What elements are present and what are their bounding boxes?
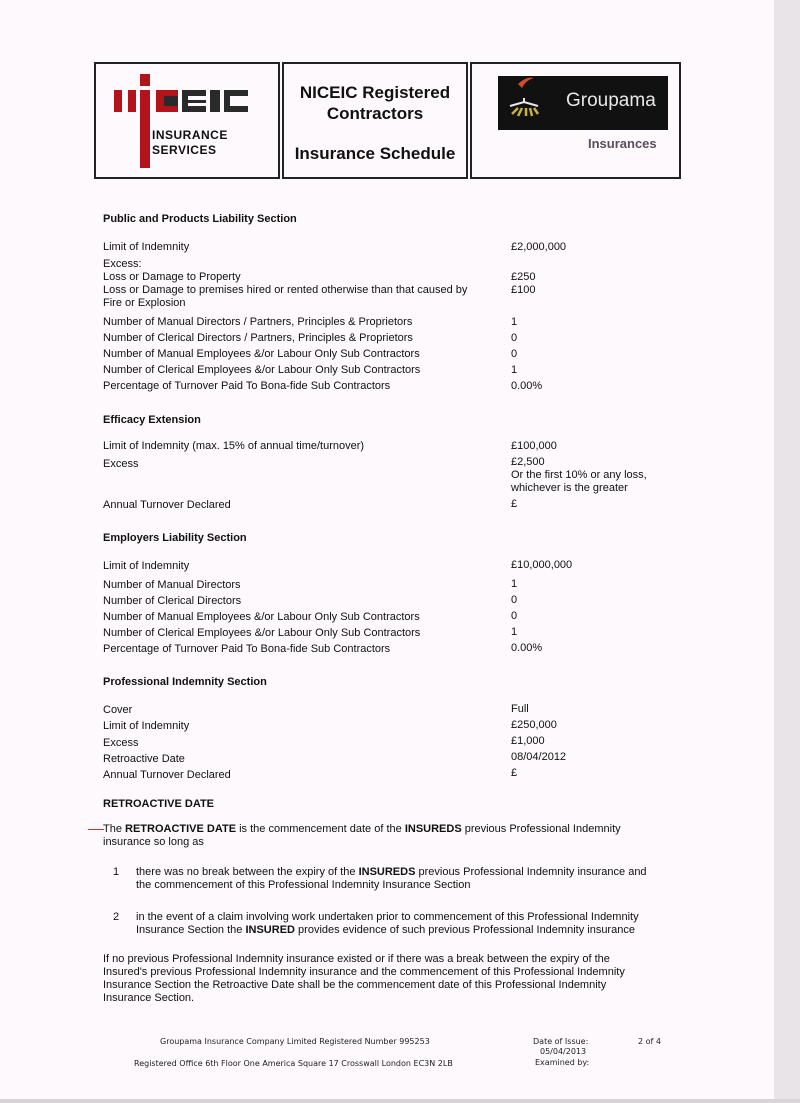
- public-limit-value: £2,000,000: [511, 241, 567, 253]
- page-bottom-shadow: [0, 1099, 800, 1103]
- list-item-cont: Insurance Section the INSURED provides evidence of such previous Professional Indemnity insurance: [136, 924, 635, 936]
- table-row-value: 0: [511, 332, 518, 344]
- efficacy-excess-note: Or the first 10% or any loss,: [511, 469, 647, 481]
- efficacy-limit-value: £100,000: [511, 440, 557, 452]
- list-item-cont: the commencement of this Professional Indemnity Insurance Section: [136, 879, 471, 891]
- table-row: Number of Clerical Employees &/or Labour Only Sub Contractors: [103, 627, 421, 639]
- footer-page-number: 2 of 4: [638, 1037, 661, 1046]
- retroactive-intro-cont: insurance so long as: [103, 836, 204, 848]
- section-heading-public-liability: Public and Products Liability Section: [103, 213, 297, 225]
- table-row-value: 08/04/2012: [511, 751, 567, 763]
- list-item-number: 1: [113, 866, 120, 878]
- loss-property-value: £250: [511, 271, 536, 283]
- employers-limit-value: £10,000,000: [511, 559, 573, 571]
- efficacy-turnover-label: Annual Turnover Declared: [103, 499, 231, 511]
- table-row: Number of Manual Directors / Partners, Principles & Proprietors: [103, 316, 413, 328]
- table-row-value: 1: [511, 626, 518, 638]
- table-row-value: 0.00%: [511, 380, 543, 392]
- margin-mark: [88, 829, 104, 830]
- list-item: there was no break between the expiry of the INSUREDS previous Professional Indemnity insurance and: [136, 866, 647, 878]
- footer-date-label: Date of Issue:: [533, 1037, 589, 1046]
- table-row: Number of Clerical Directors / Partners, Principles & Proprietors: [103, 332, 413, 344]
- section-heading-retroactive: RETROACTIVE DATE: [103, 798, 215, 810]
- employers-limit-label: Limit of Indemnity: [103, 560, 190, 572]
- page-edge-shadow: [774, 0, 800, 1103]
- niceic-logo-box: [94, 62, 280, 179]
- list-item-number: 2: [113, 911, 120, 923]
- retroactive-intro: The RETROACTIVE DATE is the commencement date of the INSUREDS previous Professional Indemnity: [103, 823, 621, 835]
- closing-paragraph-line: Insurance Section.: [103, 992, 195, 1004]
- footer-company: Groupama Insurance Company Limited Registered Number 995253: [160, 1037, 430, 1046]
- public-excess-label: Excess:: [103, 258, 142, 270]
- closing-paragraph-line: If no previous Professional Indemnity insurance existed or if there was a break between the expiry of the: [103, 953, 610, 965]
- loss-property-label: Loss or Damage to Property: [103, 271, 241, 283]
- table-row: Retroactive Date: [103, 753, 185, 765]
- table-row: Percentage of Turnover Paid To Bona-fide Sub Contractors: [103, 380, 391, 392]
- table-row: Annual Turnover Declared: [103, 769, 231, 781]
- efficacy-excess-label: Excess: [103, 458, 139, 470]
- section-heading-efficacy: Efficacy Extension: [103, 414, 201, 426]
- table-row-value: 1: [511, 364, 518, 376]
- public-limit-label: Limit of Indemnity: [103, 241, 190, 253]
- table-row-value: 1: [511, 578, 518, 590]
- table-row: Limit of Indemnity: [103, 720, 190, 732]
- section-heading-professional: Professional Indemnity Section: [103, 676, 267, 688]
- efficacy-turnover-value: £: [511, 498, 518, 510]
- efficacy-limit-label: Limit of Indemnity (max. 15% of annual time/turnover): [103, 440, 365, 452]
- table-row-value: 0: [511, 348, 518, 360]
- table-row: Percentage of Turnover Paid To Bona-fide Sub Contractors: [103, 643, 391, 655]
- footer-office: Registered Office 6th Floor One America Square 17 Crosswall London EC3N 2LB: [134, 1059, 453, 1068]
- table-row: Number of Manual Employees &/or Labour Only Sub Contractors: [103, 611, 420, 623]
- table-row: Excess: [103, 737, 139, 749]
- table-row: Number of Manual Employees &/or Labour Only Sub Contractors: [103, 348, 420, 360]
- table-row-value: Full: [511, 703, 529, 715]
- niceic-logo-text: INSURANCE SERVICES: [152, 128, 228, 157]
- table-row: Number of Clerical Employees &/or Labour Only Sub Contractors: [103, 364, 421, 376]
- loss-premises-label: Loss or Damage to premises hired or rented otherwise than that caused by: [103, 284, 468, 296]
- groupama-emblem-icon: [504, 76, 544, 130]
- loss-premises-value: £100: [511, 284, 536, 296]
- closing-paragraph-line: Insured's previous Professional Indemnity insurance and the commencement of this Professional Indemnity: [103, 966, 625, 978]
- schedule-title: Insurance Schedule: [294, 144, 456, 163]
- groupama-logo: [498, 76, 668, 130]
- page-title: NICEIC Registered Contractors: [299, 83, 451, 123]
- table-row-value: 0: [511, 610, 518, 622]
- groupama-logo-box: [470, 62, 681, 179]
- loss-premises-label-cont: Fire or Explosion: [103, 297, 186, 309]
- groupama-name: Groupama: [566, 90, 656, 111]
- groupama-subtitle: Insurances: [588, 136, 657, 151]
- table-row-value: 0.00%: [511, 642, 543, 654]
- table-row: Number of Clerical Directors: [103, 595, 242, 607]
- schedule-header: [94, 62, 681, 183]
- efficacy-excess-value: £2,500: [511, 456, 545, 468]
- table-row-value: £250,000: [511, 719, 557, 731]
- table-row-value: 1: [511, 316, 518, 328]
- table-row-value: £: [511, 767, 518, 779]
- efficacy-excess-note-cont: whichever is the greater: [511, 482, 628, 494]
- section-heading-employers: Employers Liability Section: [103, 532, 247, 544]
- footer-examined: Examined by:: [535, 1058, 590, 1067]
- list-item: in the event of a claim involving work undertaken prior to commencement of this Professional Indemnity: [136, 911, 639, 923]
- table-row: Cover: [103, 704, 133, 716]
- closing-paragraph-line: Insurance Section the Retroactive Date shall be the commencement date of this Professional Indemnity: [103, 979, 607, 991]
- footer-date-value: 05/04/2013: [540, 1047, 587, 1056]
- table-row-value: £1,000: [511, 735, 545, 747]
- title-box: [282, 62, 468, 179]
- table-row-value: 0: [511, 594, 518, 606]
- table-row: Number of Manual Directors: [103, 579, 241, 591]
